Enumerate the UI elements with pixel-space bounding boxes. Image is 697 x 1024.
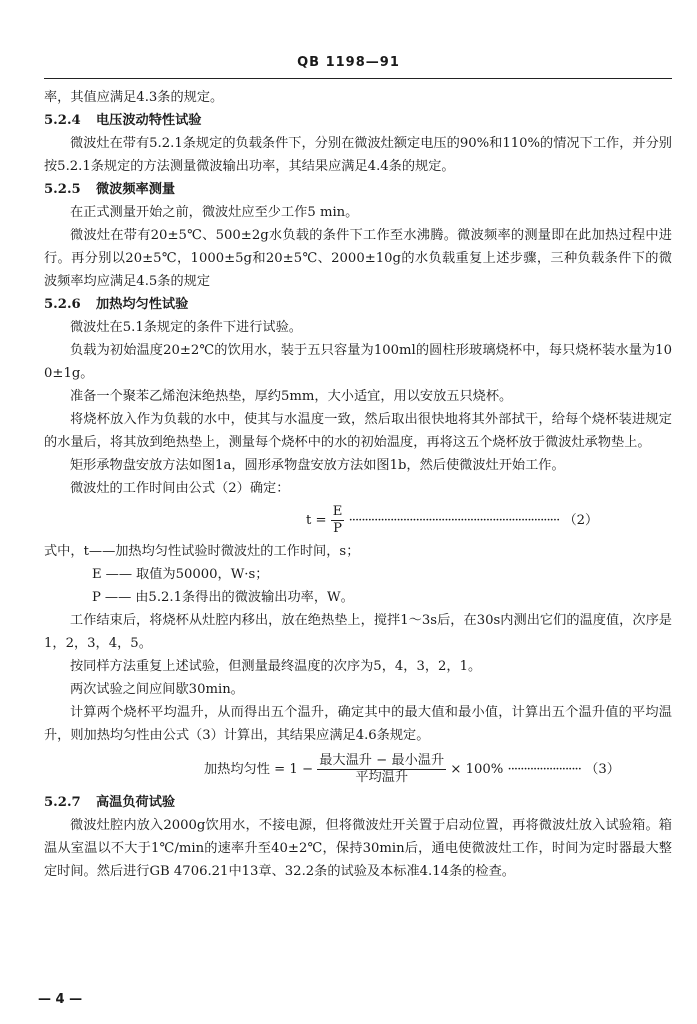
definition: 由5.2.1条得出的微波输出功率，W。	[135, 590, 354, 605]
definition: 加热均匀性试验时微波灶的工作时间，s；	[115, 544, 360, 559]
denominator: P	[333, 521, 342, 536]
paragraph: 工作结束后，将烧杯从灶腔内移出，放在绝热垫上，搅拌1～3s后，在30s内测出它们的温度值，次序是1，2，3，4，5。	[44, 613, 672, 651]
numerator: 最大温升 − 最小温升	[319, 753, 445, 768]
where-line-t	[44, 540, 672, 563]
section-title: 微波频率测量	[96, 182, 176, 197]
section-number: 5.2.5	[44, 182, 81, 197]
formula-3	[44, 747, 672, 791]
section-heading-5-2-4	[44, 109, 672, 132]
paragraph: 微波灶在带有20±5℃、500±2g水负载的条件下工作至水沸腾。微波频率的测量即在此加热过程中进行。再分别以20±5℃，1000±5g和20±5℃、2000±10g的水负载重复上述步骤，三种负载条件下的微波频率均应满足4.5条的规定	[44, 228, 672, 289]
symbol: t	[83, 544, 89, 559]
paragraph-continued: 率，其值应满足4.3条的规定。	[44, 90, 224, 105]
header-rule	[44, 78, 672, 79]
denominator: 平均温升	[355, 770, 409, 785]
dash: ——	[88, 544, 116, 559]
symbol: P	[92, 590, 101, 605]
formula-label: （3）	[585, 762, 620, 777]
formula-lhs: 加热均匀性 = 1 −	[204, 762, 314, 777]
formula-2	[44, 500, 672, 540]
leader-dots: ·······················	[507, 762, 581, 777]
section-title: 高温负荷试验	[96, 795, 176, 810]
paragraph: 按同样方法重复上述试验，但测量最终温度的次序为5，4，3，2，1。	[70, 659, 482, 674]
paragraph: 负载为初始温度20±2℃的饮用水，装于五只容量为100ml的圆柱形玻璃烧杯中，每只烧杯装水量为100±1g。	[44, 343, 672, 381]
paragraph: 微波灶的工作时间由公式（2）确定：	[70, 481, 290, 496]
leader-dots: ··································································	[348, 513, 560, 528]
section-number: 5.2.4	[44, 113, 81, 128]
paragraph: 矩形承物盘安放方法如图1a，圆形承物盘安放方法如图1b，然后使微波灶开始工作。	[70, 458, 565, 473]
section-heading-5-2-6	[44, 293, 672, 316]
paragraph: 微波灶在5.1条规定的条件下进行试验。	[70, 320, 302, 335]
where-line-p	[44, 586, 672, 609]
dash: ——	[104, 590, 132, 605]
fraction	[317, 753, 446, 786]
paragraph: 微波灶腔内放入2000g饮用水，不接电源，但将微波灶开关置于启动位置，再将微波灶放入试验箱。箱温从室温以不大于1℃/min的速率升至40±2℃，保持30min后，通电使微波灶工作，时间为定时器最大整定时间。然后进行GB 4706.21中13章、32.2条的试验及本标准4.14条的检查。	[44, 818, 672, 879]
page-header: QB 1198—91	[297, 55, 400, 70]
where-line-e	[44, 563, 672, 586]
dash: ——	[105, 567, 133, 582]
paragraph: 在正式测量开始之前，微波灶应至少工作5 min。	[70, 205, 359, 220]
page-number: — 4 —	[38, 992, 83, 1007]
section-title: 加热均匀性试验	[96, 297, 189, 312]
definition: 取值为50000，W·s；	[136, 567, 269, 582]
paragraph: 微波灶在带有5.2.1条规定的负载条件下，分别在微波灶额定电压的90%和110%的情况下工作，并分别按5.2.1条规定的方法测量微波输出功率，其结果应满足4.4条的规定。	[44, 136, 672, 174]
symbol: E	[92, 567, 102, 582]
where-intro: 式中，	[44, 544, 84, 559]
section-title: 电压波动特性试验	[96, 113, 202, 128]
section-number: 5.2.7	[44, 795, 81, 810]
formula-rhs: × 100%	[450, 762, 504, 777]
numerator: E	[332, 504, 343, 519]
paragraph: 计算两个烧杯平均温升，从而得出五个温升，确定其中的最大值和最小值，计算出五个温升值的平均温升，则加热均匀性由公式（3）计算出，其结果应满足4.6条规定。	[44, 705, 672, 743]
paragraph: 两次试验之间应间歇30min。	[70, 682, 244, 697]
fraction	[331, 504, 345, 537]
section-number: 5.2.6	[44, 297, 81, 312]
paragraph: 将烧杯放入作为负载的水中，使其与水温度一致，然后取出很快地将其外部拭干，给每个烧杯装进规定的水量后，将其放到绝热垫上，测量每个烧杯中的水的初始温度，再将这五个烧杯放于微波灶承物垫上。	[44, 412, 672, 450]
document-body	[44, 86, 672, 883]
section-heading-5-2-7	[44, 791, 672, 814]
formula-label: （2）	[563, 513, 599, 528]
section-heading-5-2-5	[44, 178, 672, 201]
paragraph: 准备一个聚苯乙烯泡沫绝热垫，厚约5mm，大小适宜，用以安放五只烧杯。	[70, 389, 513, 404]
formula-lhs: t =	[306, 513, 327, 528]
